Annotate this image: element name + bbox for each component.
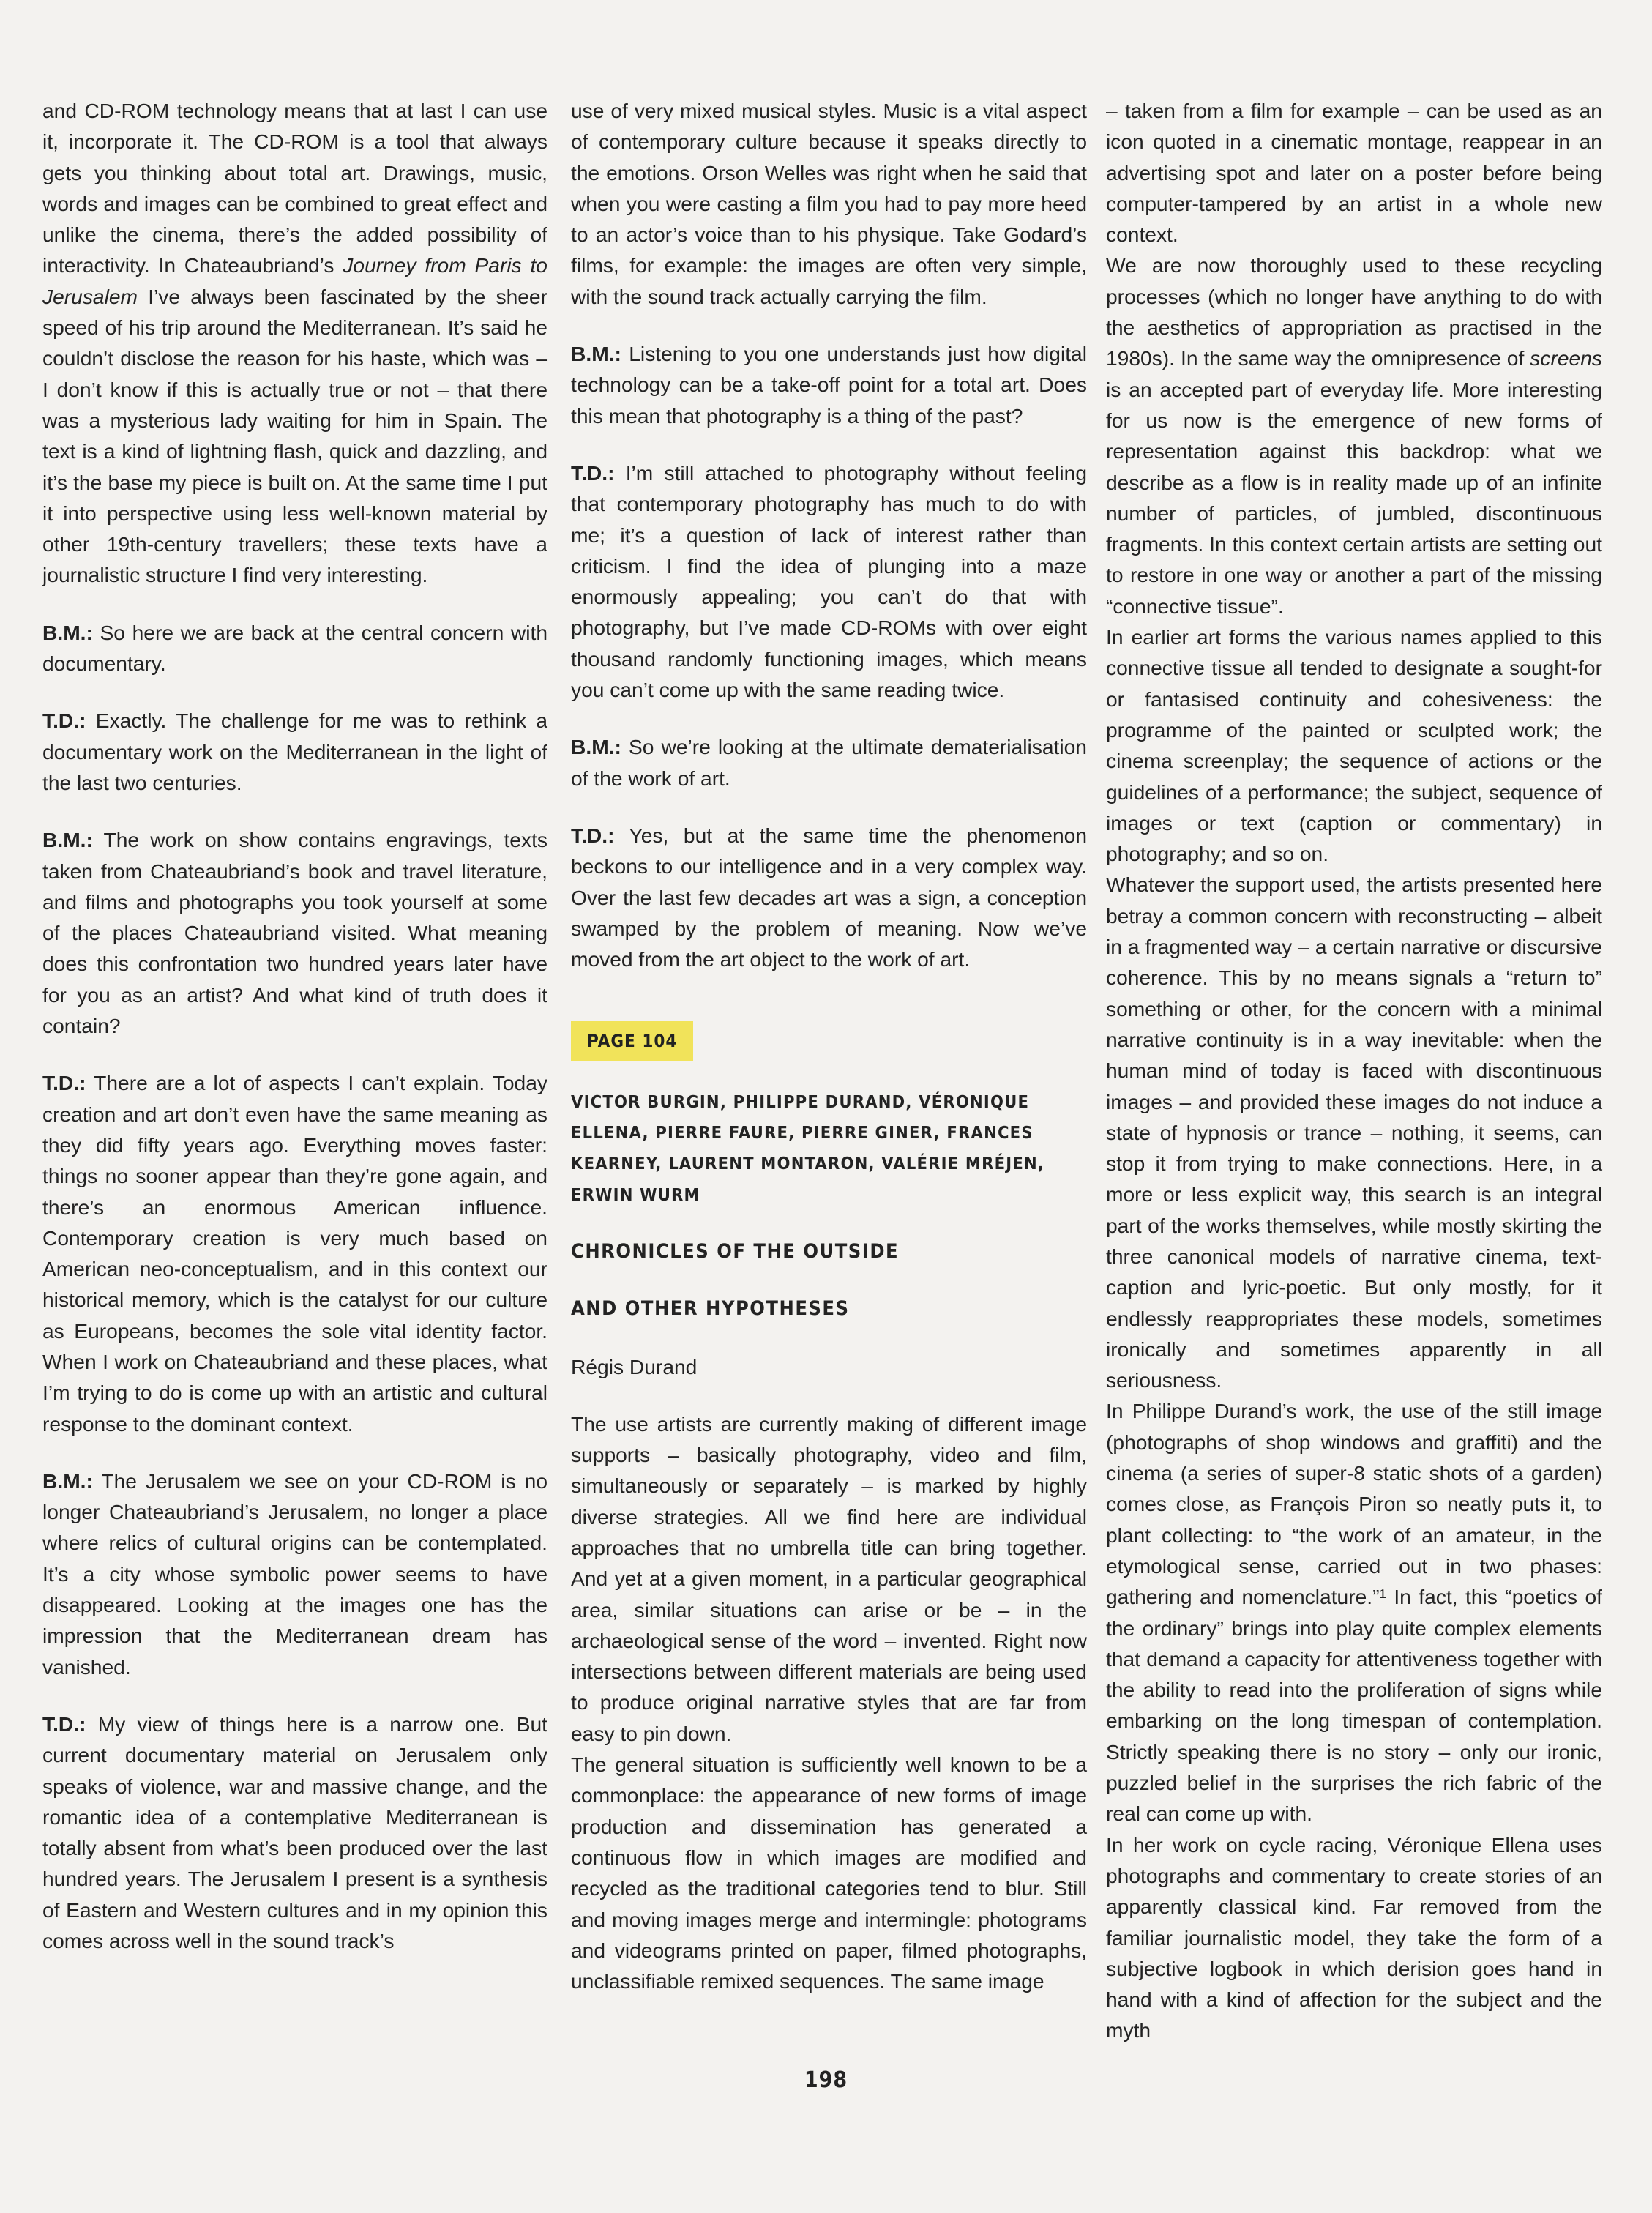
paragraph: Whatever the support used, the artists presented here betray a common concern with reconstructing – albeit in a fragmented way – a certain narrative or discursive coherence. This by no means signals a “return to” something or other, for the concern with a minimal narrative continuity is in a way inevitable: when the human mind of today is faced with discontinuous images – and provided these images do not induce a state of hypnosis or trance – nothing, it seems, can stop it from trying to make connections. Here, in a more or less explicit way, this search is an integral part of the works themselves, while mostly skirting the three canonical models of narrative cinema, text-caption and lyric-poetic. But only mostly, for it endlessly reappropriates these models, sometimes ironically and sometimes apparently in all seriousness. xyxy=(1106,873,1602,1392)
interview-question: B.M.: The work on show contains engravings, texts taken from Chateaubriand’s book and travel literature, and films and photographs you took yourself at some of the places Chateaubriand visited. What meaning does this confrontation two hundred years later have for you as an artist? And what kind of truth does it contain? xyxy=(42,828,547,1038)
interview-question: B.M.: Listening to you one understands just how digital technology can be a take-off point for a total art. Does this mean that photography is a thing of the past? xyxy=(571,342,1087,428)
text-column-middle xyxy=(571,95,1087,1996)
interview-answer: T.D.: Yes, but at the same time the phenomenon beckons to our intelligence and in a very complex way. Over the last few decades art was a sign, a conception swamped by the problem of meaning. Now we’ve moved from the art object to the work of art. xyxy=(571,823,1087,971)
interview-question: B.M.: So we’re looking at the ultimate dematerialisation of the work of art. xyxy=(571,735,1087,790)
interview-question: B.M.: So here we are back at the central concern with documentary. xyxy=(42,620,547,676)
paragraph: – taken from a film for example – can be used as an icon quoted in a cinematic montage, reappear in an advertising spot and later on a poster before being computer-tampered by an artist in a whole new context. xyxy=(1106,99,1602,247)
speaker-label: B.M.: xyxy=(42,620,93,644)
paragraph: In her work on cycle racing, Véronique Ellena uses photographs and commentary to create stories of an apparently classical kind. Far removed from the familiar journalistic model, they take the form of a subjective logbook in which derision goes hand in hand with a kind of affection for the subject and the myth xyxy=(1106,1832,1602,2042)
page-number: 198 xyxy=(804,2067,848,2093)
paragraph: The general situation is sufficiently well known to be a commonplace: the appearance of new forms of image production and dissemination has generated a continuous flow in which images are modified and recycled as the traditional categories tend to blur. Still and moving images merge and intermingle: photograms and videograms printed on paper, filmed photographs, unclassifiable remixed sequences. The same image xyxy=(571,1753,1087,1993)
interview-question: B.M.: The Jerusalem we see on your CD-ROM is no longer Chateaubriand’s Jerusalem, no longer a place where relics of cultural origins can be contemplated. It’s a city whose symbolic power seems to have disappeared. Looking at the images one has the impression that the Mediterranean dream has vanished. xyxy=(42,1469,547,1679)
author-name: Régis Durand xyxy=(571,1354,698,1378)
paragraph: The use artists are currently making of different image supports – basically photography, video and film, simultaneously or separately – is marked by highly diverse strategies. All we find here are individual approaches that no umbrella title can bring together. And yet at a given moment, in a particular geographical area, similar situations can arise or be – in the archaeological sense of the word – invented. Right now intersections between different materials are being used to produce original narrative styles that are far from easy to pin down. xyxy=(571,1411,1087,1745)
artist-list: VICTOR BURGIN, PHILIPPE DURAND, VÉRONIQUE ELLENA, PIERRE FAURE, PIERRE GINER, FRANCES KEARNEY, LAURENT MONTARON, VALÉRIE MRÉJEN, ERWIN WURM xyxy=(571,1091,1045,1205)
interview-answer: T.D.: I’m still attached to photography without feeling that contemporary photography has much to do with me; it’s a question of lack of interest rather than criticism. I find the idea of plunging into a maze enormously appealing; you can’t do that with photography, but I’ve made CD-ROMs with over eight thousand randomly functioning images, which means you can’t come up with the same reading twice. xyxy=(571,460,1087,702)
paragraph: use of very mixed musical styles. Music is a vital aspect of contemporary culture because it speaks directly to the emotions. Orson Welles was right when he said that when you were casting a film you had to pay more heed to an actor’s voice than to his physique. Take Godard’s films, for example: the images are often very simple, with the sound track actually carrying the film. xyxy=(571,99,1087,308)
speaker-label: T.D.: xyxy=(571,460,615,485)
speaker-label: B.M.: xyxy=(571,342,621,366)
section-heading-line1: CHRONICLES OF THE OUTSIDE xyxy=(571,1239,900,1263)
speaker-label: T.D.: xyxy=(42,1071,86,1095)
speaker-label: T.D.: xyxy=(42,1712,86,1736)
text-column-right xyxy=(1106,95,1602,2046)
speaker-label: B.M.: xyxy=(42,1469,93,1493)
paragraph: and CD-ROM technology means that at last I can use it, incorporate it. The CD-ROM is a tool that always gets you thinking about total art. Drawings, music, words and images can be combined to great effect and unlike the cinema, there’s the added possibility of interactivity. In Chateaubriand’s Journey from Paris to Jerusalem I’ve always been fascinated by the sheer speed of his trip around the Mediterranean. It’s said he couldn’t disclose the reason for his haste, which was – I don’t know if this is actually true or not – that there was a mysterious lady waiting for him in Spain. The text is a kind of lightning flash, quick and dazzling, and it’s the base my piece is built on. At the same time I put it into perspective using less well-known material by other 19th-century travellers; these texts have a journalistic structure I find very interesting. xyxy=(42,99,547,587)
interview-answer: T.D.: Exactly. The challenge for me was to rethink a documentary work on the Mediterranean in the light of the last two centuries. xyxy=(42,709,547,794)
speaker-label: B.M.: xyxy=(42,828,93,852)
paragraph: In Philippe Durand’s work, the use of the still image (photographs of shop windows and graffiti) and the cinema (a series of super-8 static shots of a garden) comes close, as François Piron so neatly puts it, to plant collecting: to “the work of an amateur, in the etymological sense, carried out in two phases: gathering and nomenclature.”¹ In fact, this “poetics of the ordinary” brings into play quite complex elements that demand a capacity for attentiveness together with the ability to read into the proliferation of signs while embarking on the long timespan of contemplation. Strictly speaking there is no story – only our ironic, puzzled belief in the surprises the rich fabric of the real can come up with. xyxy=(1106,1399,1602,1826)
interview-answer: T.D.: My view of things here is a narrow one. But current documentary material on Jerusalem only speaks of violence, war and massive change, and the romantic idea of a contemplative Mediterranean is totally absent from what’s been produced over the last hundred years. The Jerusalem I present is a synthesis of Eastern and Western cultures and in my opinion this comes across well in the sound track’s xyxy=(42,1712,547,1953)
page-reference-tag: PAGE 104 xyxy=(571,1021,693,1061)
paragraph: In earlier art forms the various names applied to this connective tissue all tended to designate a sought-for or fantasised continuity and cohesiveness: the programme of the painted or sculpted work; the cinema screenplay; the sequence of actions or the guidelines of a performance; the subject, sequence of images or text (caption or commentary) in photography; and so on. xyxy=(1106,625,1602,866)
interview-answer: T.D.: There are a lot of aspects I can’t explain. Today creation and art don’t even have the same meaning as they did fifty years ago. Everything moves faster: things no sooner appear than they’re gone again, and there’s an enormous American influence. Contemporary creation is very much based on American neo-conceptualism, and in this context our historical memory, which is the catalyst for our culture as Europeans, becomes the sole vital identity factor. When I work on Chateaubriand and these places, what I’m trying to do is come up with an artistic and cultural response to the dominant context. xyxy=(42,1071,547,1436)
paragraph: We are now thoroughly used to these recycling processes (which no longer have anything to do with the aesthetics of appropriation as practised in the 1980s). In the same way the omnipresence of screens is an accepted part of everyday life. More interesting for us now is the emergence of new forms of representation against this backdrop: what we describe as a flow is in reality made up of an infinite number of particles, of jumbled, discontinuous fragments. In this context certain artists are setting out to restore in one way or another a part of the missing “connective tissue”. xyxy=(1106,253,1602,618)
section-heading-line2: AND OTHER HYPOTHESES xyxy=(571,1297,850,1321)
speaker-label: T.D.: xyxy=(571,823,615,847)
text-column-left xyxy=(42,95,547,1982)
speaker-label: B.M.: xyxy=(571,735,621,759)
speaker-label: T.D.: xyxy=(42,709,86,733)
